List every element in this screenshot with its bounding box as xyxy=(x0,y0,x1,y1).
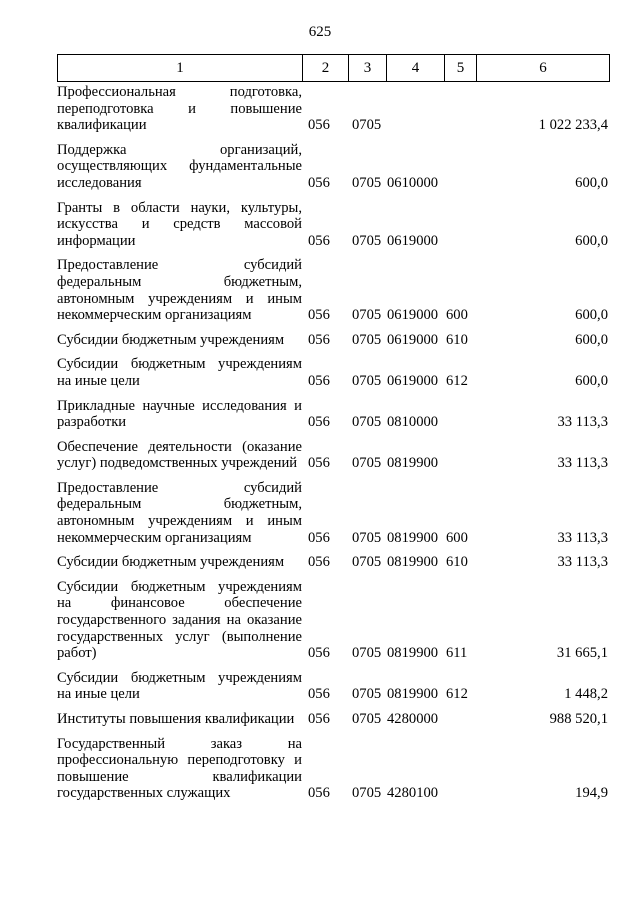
ministry-code: 056 xyxy=(308,785,330,802)
amount: 600,0 xyxy=(575,232,608,249)
row-description: Поддержка организаций, осуществляющих фундаментальные исследования xyxy=(57,141,302,191)
column-header-5: 5 xyxy=(445,55,477,82)
ministry-code: 056 xyxy=(308,174,330,191)
amount: 988 520,1 xyxy=(549,711,608,727)
expense-type-code: 600 xyxy=(446,307,468,324)
target-article-code: 0819900 xyxy=(387,686,439,703)
table-row xyxy=(57,670,610,703)
section-code: 0705 xyxy=(352,372,382,389)
section-code: 0705 xyxy=(352,174,382,191)
ministry-code: 056 xyxy=(308,529,330,546)
row-description: Институты повышения квалификации xyxy=(57,711,295,727)
amount: 33 113,3 xyxy=(557,529,608,546)
table-row xyxy=(57,736,610,802)
row-description: Предоставление субсидий федеральным бюджетным, автономным учреждениям и иным некоммерческим организациям xyxy=(57,257,302,324)
row-description: Субсидии бюджетным учреждениям xyxy=(57,554,285,571)
row-description: Субсидии бюджетным учреждениям на финансовое обеспечение государственного задания на оказание государственных услуг (выполнение работ) xyxy=(57,578,302,662)
column-header-2: 2 xyxy=(303,55,349,82)
table-row xyxy=(57,439,610,472)
ministry-code: 056 xyxy=(308,455,330,472)
table-row xyxy=(57,356,610,389)
ministry-code: 056 xyxy=(308,554,330,571)
target-article-code: 0619000 xyxy=(387,372,439,389)
amount: 33 113,3 xyxy=(557,455,608,472)
amount: 194,9 xyxy=(575,785,608,802)
amount: 600,0 xyxy=(575,174,608,191)
ministry-code: 056 xyxy=(308,117,330,134)
expense-type-code: 612 xyxy=(446,372,468,389)
amount: 600,0 xyxy=(575,331,608,348)
amount: 1 448,2 xyxy=(564,686,608,703)
table-row xyxy=(57,200,610,250)
section-code: 0705 xyxy=(352,307,382,324)
table-row xyxy=(57,554,610,571)
column-header-row xyxy=(58,55,610,82)
target-article-code: 4280100 xyxy=(387,785,439,802)
amount: 33 113,3 xyxy=(557,554,608,571)
section-code: 0705 xyxy=(352,232,382,249)
table-row xyxy=(57,257,610,323)
target-article-code: 0819900 xyxy=(387,455,439,472)
section-code: 0705 xyxy=(352,554,382,571)
ministry-code: 056 xyxy=(308,645,330,662)
row-description: Государственный заказ на профессиональную переподготовку и повышение квалификации государственных служащих xyxy=(57,735,302,802)
section-code: 0705 xyxy=(352,331,382,348)
section-code: 0705 xyxy=(352,711,382,727)
amount: 600,0 xyxy=(575,307,608,324)
row-description: Субсидии бюджетным учреждениям xyxy=(57,331,285,348)
page-number: 625 xyxy=(308,24,332,40)
ministry-code: 056 xyxy=(308,414,330,431)
table-row xyxy=(57,711,610,728)
budget-rows xyxy=(57,84,610,810)
row-description: Обеспечение деятельности (оказание услуг) подведомственных учреждений xyxy=(57,438,302,472)
target-article-code: 0610000 xyxy=(387,174,439,191)
section-code: 0705 xyxy=(352,414,382,431)
ministry-code: 056 xyxy=(308,372,330,389)
section-code: 0705 xyxy=(352,785,382,802)
column-header-1: 1 xyxy=(58,55,303,82)
ministry-code: 056 xyxy=(308,711,330,727)
expense-type-code: 611 xyxy=(446,645,468,662)
target-article-code: 0619000 xyxy=(387,331,439,348)
expense-type-code: 612 xyxy=(446,686,468,703)
expense-type-code: 610 xyxy=(446,554,468,571)
expense-type-code: 610 xyxy=(446,331,468,348)
row-description: Гранты в области науки, культуры, искусства и средств массовой информации xyxy=(57,199,302,249)
row-description: Субсидии бюджетным учреждениям на иные цели xyxy=(57,669,302,703)
table-row xyxy=(57,398,610,431)
column-header-3: 3 xyxy=(349,55,387,82)
table-row xyxy=(57,579,610,662)
column-header-4: 4 xyxy=(387,55,445,82)
target-article-code: 0819900 xyxy=(387,645,439,662)
row-description: Субсидии бюджетным учреждениям на иные цели xyxy=(57,356,302,389)
section-code: 0705 xyxy=(352,117,382,134)
amount: 1 022 233,4 xyxy=(538,117,608,134)
table-row xyxy=(57,332,610,349)
row-description: Профессиональная подготовка, переподготовка и повышение квалификации xyxy=(57,84,302,134)
table-row xyxy=(57,480,610,546)
amount: 31 665,1 xyxy=(556,645,608,662)
row-description: Предоставление субсидий федеральным бюджетным, автономным учреждениям и иным некоммерческим организациям xyxy=(57,479,302,546)
target-article-code: 0619000 xyxy=(387,232,439,249)
ministry-code: 056 xyxy=(308,307,330,324)
ministry-code: 056 xyxy=(308,232,330,249)
column-header-6: 6 xyxy=(477,55,610,82)
amount: 600,0 xyxy=(575,372,608,389)
section-code: 0705 xyxy=(352,686,382,703)
ministry-code: 056 xyxy=(308,331,330,348)
target-article-code: 4280000 xyxy=(387,711,439,727)
target-article-code: 0819900 xyxy=(387,554,439,571)
column-header-table xyxy=(57,54,610,82)
ministry-code: 056 xyxy=(308,686,330,703)
table-row xyxy=(57,84,610,134)
table-row xyxy=(57,142,610,192)
target-article-code: 0819900 xyxy=(387,529,439,546)
section-code: 0705 xyxy=(352,645,382,662)
amount: 33 113,3 xyxy=(557,414,608,431)
target-article-code: 0810000 xyxy=(387,414,439,431)
section-code: 0705 xyxy=(352,529,382,546)
section-code: 0705 xyxy=(352,455,382,472)
row-description: Прикладные научные исследования и разработки xyxy=(57,397,302,431)
expense-type-code: 600 xyxy=(446,529,468,546)
target-article-code: 0619000 xyxy=(387,307,439,324)
